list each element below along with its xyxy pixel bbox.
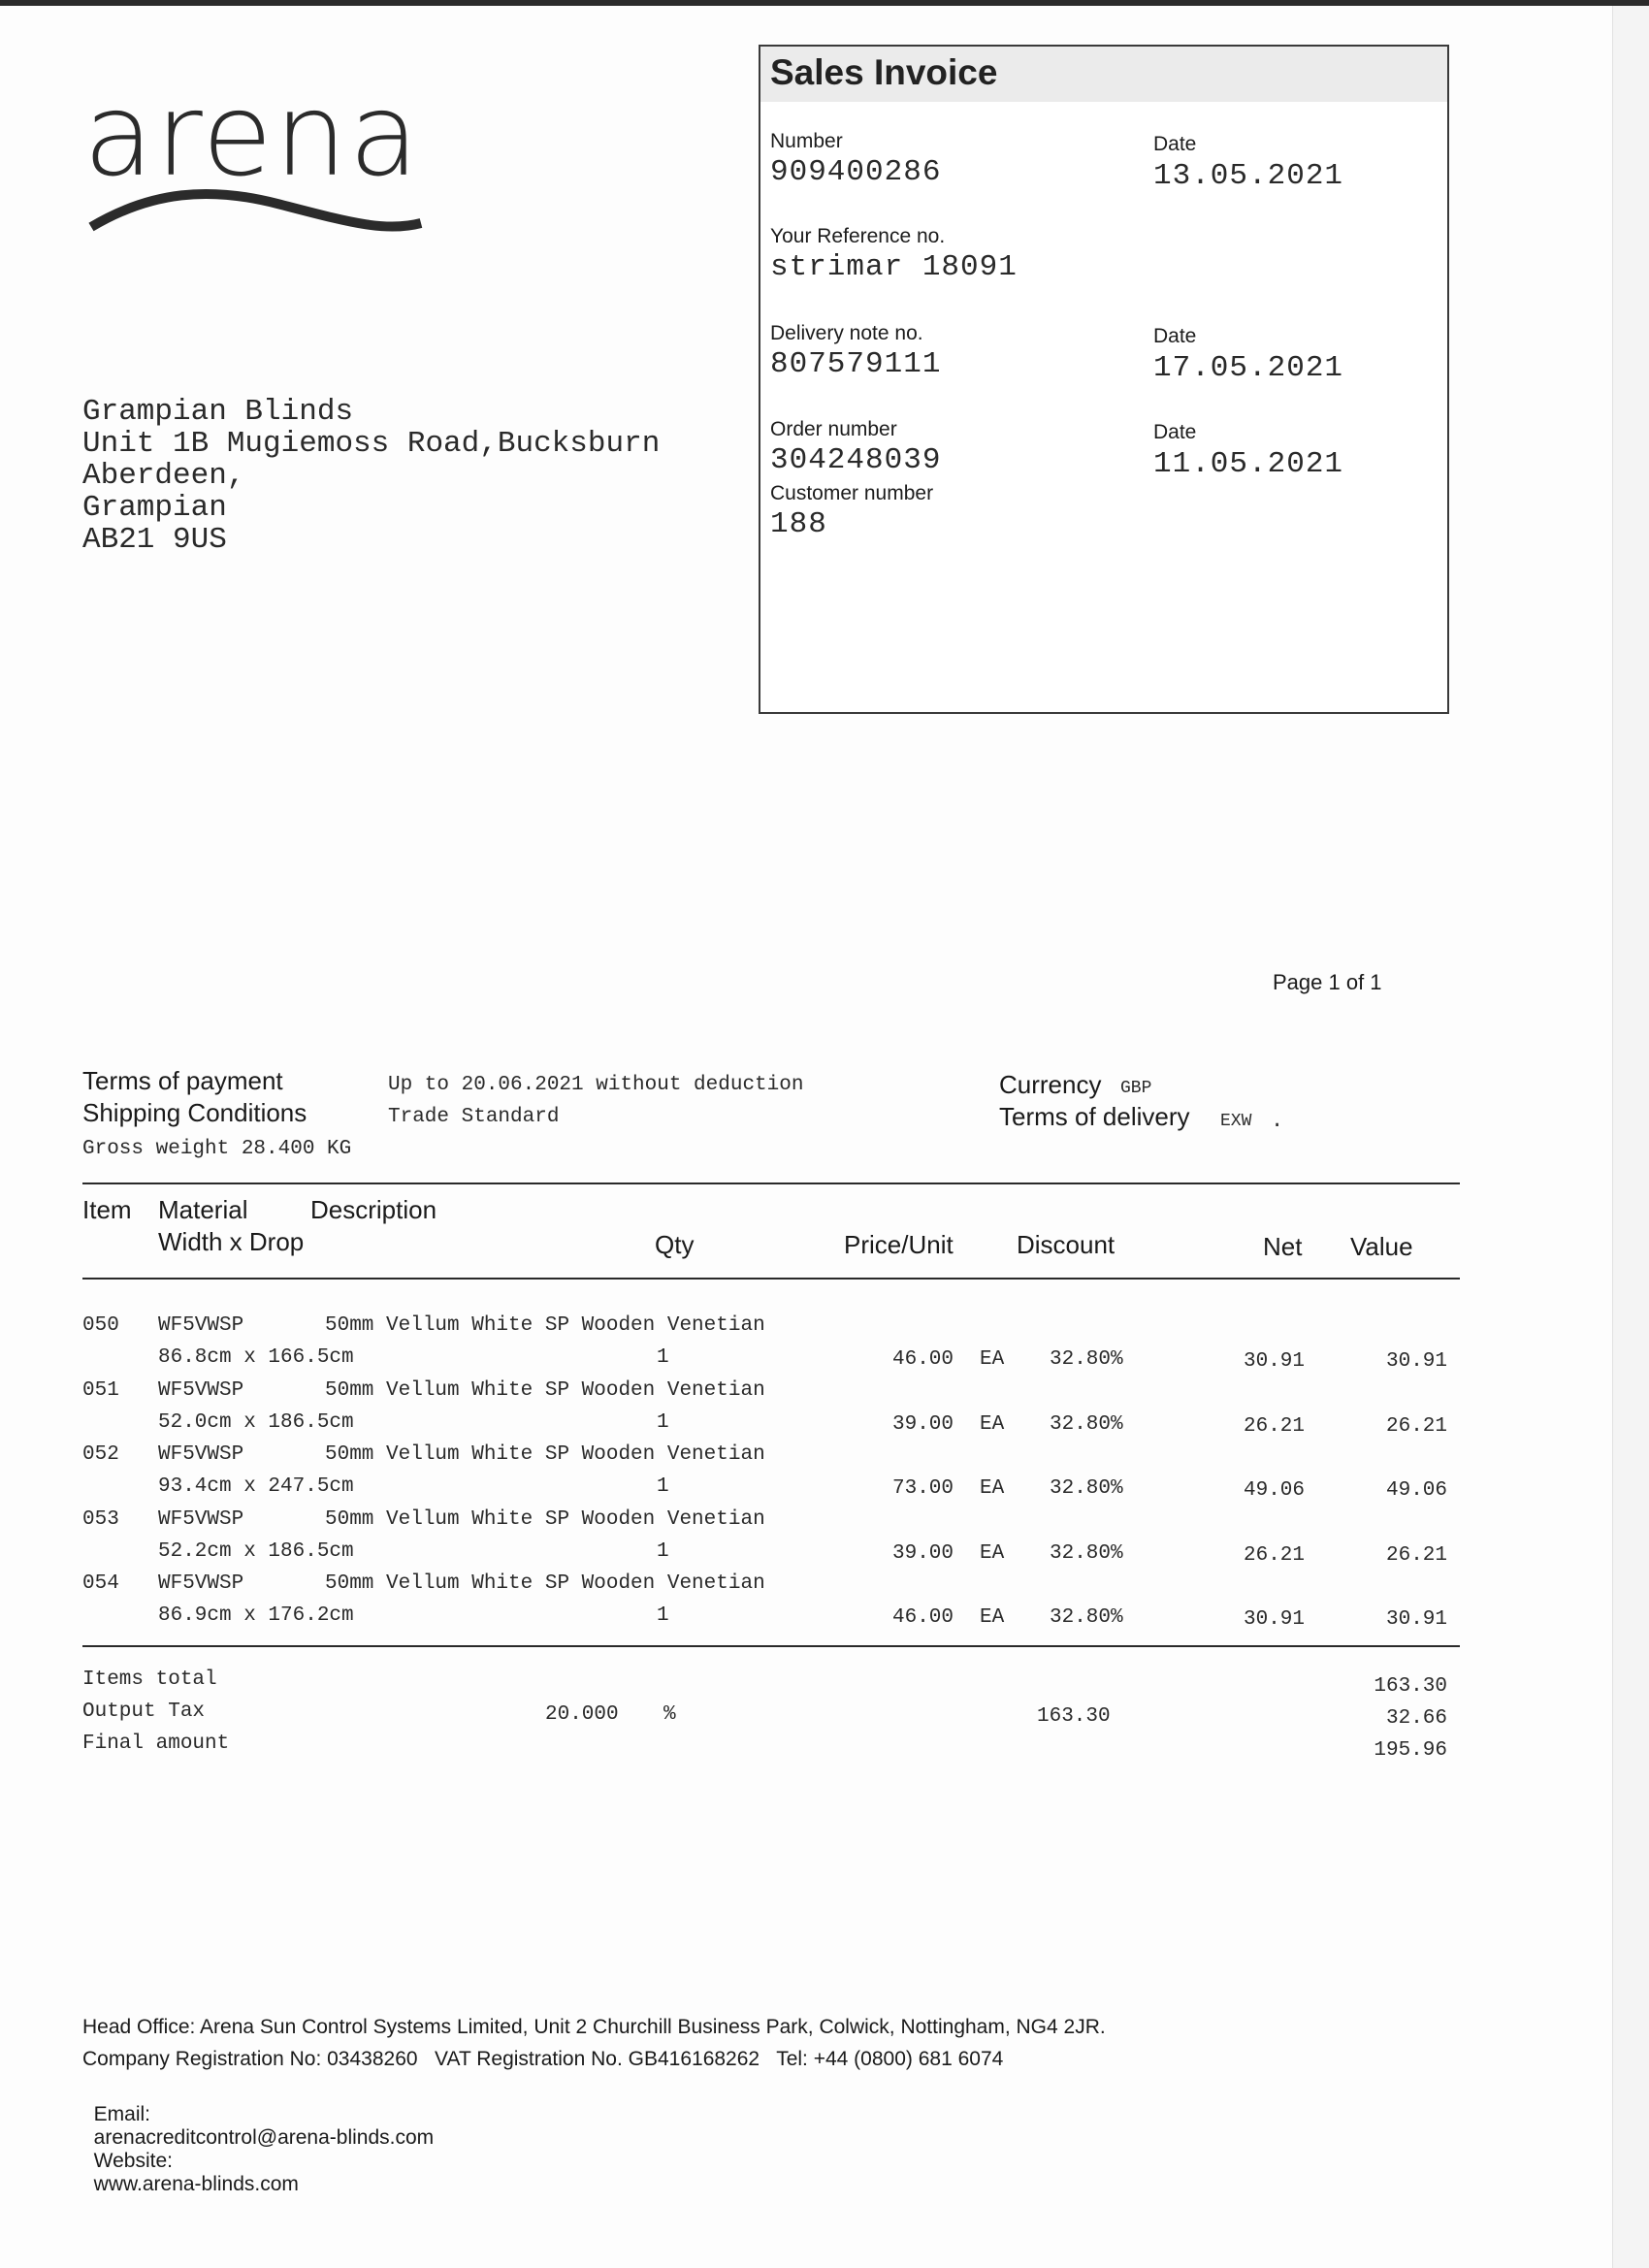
invoice-number: 909400286 <box>770 155 942 189</box>
logo-wordmark: arena <box>83 68 421 202</box>
invoice-date-label: Date <box>1153 133 1197 155</box>
address-line: AB21 9US <box>82 523 227 557</box>
table-header-rule <box>82 1278 1460 1280</box>
delivery-terms-label: Terms of delivery <box>999 1102 1190 1131</box>
payment-terms-label: Terms of payment <box>82 1066 283 1095</box>
shipping-conditions-label: Shipping Conditions <box>82 1098 307 1127</box>
cell-item: 054 <box>82 1572 119 1595</box>
col-header-discount: Discount <box>1017 1230 1116 1259</box>
cell-material: WF5VWSP <box>158 1507 244 1531</box>
cell-size: 52.0cm x 186.5cm <box>158 1410 354 1434</box>
cell-net: 26.21 <box>1243 1543 1305 1567</box>
cell-price: 46.00 <box>891 1348 954 1371</box>
cell-net: 26.21 <box>1243 1414 1305 1438</box>
cell-discount: 32.80% <box>1050 1412 1123 1436</box>
delivery-note-number: 807579111 <box>770 347 942 381</box>
col-header-value: Value <box>1350 1232 1413 1261</box>
shipping-conditions-value: Trade Standard <box>388 1106 560 1128</box>
col-header-description: Description <box>310 1195 437 1224</box>
address-line: Unit 1B Mugiemoss Road,Bucksburn <box>82 427 661 461</box>
recipient-address <box>82 396 660 556</box>
invoice-date: 13.05.2021 <box>1153 159 1344 193</box>
cell-qty: 1 <box>657 1539 669 1563</box>
gross-weight: Gross weight 28.400 KG <box>82 1138 352 1160</box>
table-top-rule <box>82 1183 1460 1184</box>
invoice-title: Sales Invoice <box>770 52 998 92</box>
address-line: Grampian <box>82 491 227 525</box>
cell-value: 49.06 <box>1385 1479 1447 1502</box>
cell-material: WF5VWSP <box>158 1443 244 1466</box>
cell-price: 46.00 <box>891 1606 954 1629</box>
cell-unit: EA <box>980 1477 1005 1500</box>
cell-unit: EA <box>980 1541 1005 1565</box>
currency-label: Currency <box>999 1070 1102 1099</box>
cell-material: WF5VWSP <box>158 1378 244 1402</box>
cell-size: 93.4cm x 247.5cm <box>158 1475 354 1498</box>
delivery-terms-value: EXW <box>1220 1112 1252 1131</box>
cell-qty: 1 <box>657 1410 669 1434</box>
cell-price: 39.00 <box>891 1412 954 1436</box>
cell-discount: 32.80% <box>1050 1541 1123 1565</box>
cell-discount: 32.80% <box>1050 1348 1123 1371</box>
col-header-price-unit: Price/Unit <box>844 1230 954 1259</box>
scan-edge-top <box>0 0 1649 6</box>
cell-item: 050 <box>82 1314 119 1337</box>
wave-swoosh-icon <box>83 89 433 244</box>
order-date-label: Date <box>1153 421 1197 443</box>
col-header-width-drop: Width x Drop <box>158 1227 305 1256</box>
email-link[interactable]: arenacreditcontrol@arena-blinds.com <box>93 2126 435 2149</box>
address-line: Grampian Blinds <box>82 395 354 429</box>
website-link[interactable]: www.arena-blinds.com <box>93 2173 299 2195</box>
output-tax-label: Output Tax <box>82 1701 206 1723</box>
col-header-net: Net <box>1263 1232 1303 1261</box>
cell-discount: 32.80% <box>1050 1477 1123 1500</box>
cell-net: 49.06 <box>1243 1479 1305 1502</box>
cell-description: 50mm Vellum White SP Wooden Venetian <box>325 1443 765 1466</box>
currency-value: GBP <box>1120 1079 1152 1098</box>
cell-item: 053 <box>82 1507 119 1531</box>
cell-value: 30.91 <box>1385 1350 1447 1373</box>
cell-size: 52.2cm x 186.5cm <box>158 1539 354 1563</box>
cell-qty: 1 <box>657 1604 669 1627</box>
cell-unit: EA <box>980 1606 1005 1629</box>
final-amount-label: Final amount <box>82 1733 230 1755</box>
cell-net: 30.91 <box>1243 1350 1305 1373</box>
cell-item: 051 <box>82 1378 119 1402</box>
col-header-material: Material <box>158 1195 248 1224</box>
final-amount-value: 195.96 <box>1374 1739 1447 1762</box>
cell-size: 86.9cm x 176.2cm <box>158 1604 354 1627</box>
payment-terms-value: Up to 20.06.2021 without deduction <box>388 1074 804 1096</box>
delivery-date: 17.05.2021 <box>1153 351 1344 385</box>
email-label: Email: <box>93 2103 151 2125</box>
order-date: 11.05.2021 <box>1153 447 1344 481</box>
cell-price: 39.00 <box>891 1541 954 1565</box>
footer-registration: Company Registration No: 03438260 VAT Registration No. GB416168262 Tel: +44 (0800) 681 6074 <box>82 2048 1004 2070</box>
cell-qty: 1 <box>657 1346 669 1369</box>
cell-description: 50mm Vellum White SP Wooden Venetian <box>325 1572 765 1595</box>
footer-head-office: Head Office: Arena Sun Control Systems Limited, Unit 2 Churchill Business Park, Colwick, Nottingham, NG4 2JR. <box>82 2016 1106 2038</box>
cell-qty: 1 <box>657 1475 669 1498</box>
reference-value: strimar 18091 <box>770 250 1018 284</box>
cell-value: 26.21 <box>1385 1543 1447 1567</box>
page-indicator: Page 1 of 1 <box>1273 970 1382 994</box>
cell-unit: EA <box>980 1412 1005 1436</box>
tax-base: 163.30 <box>1037 1705 1111 1728</box>
tax-rate-unit: % <box>663 1703 676 1726</box>
reference-label: Your Reference no. <box>770 225 946 247</box>
scan-edge-right <box>1612 6 1649 2268</box>
tax-amount: 32.66 <box>1385 1707 1447 1730</box>
order-number: 304248039 <box>770 443 942 477</box>
cell-value: 30.91 <box>1385 1608 1447 1631</box>
cell-size: 86.8cm x 166.5cm <box>158 1346 354 1369</box>
footer-contact <box>82 2080 457 2196</box>
cell-value: 26.21 <box>1385 1414 1447 1438</box>
cell-description: 50mm Vellum White SP Wooden Venetian <box>325 1378 765 1402</box>
arena-logo <box>83 68 433 244</box>
customer-number-label: Customer number <box>770 482 934 504</box>
website-label: Website: <box>93 2150 173 2172</box>
cell-material: WF5VWSP <box>158 1572 244 1595</box>
items-total-value: 163.30 <box>1374 1675 1447 1698</box>
cell-description: 50mm Vellum White SP Wooden Venetian <box>325 1507 765 1531</box>
invoice-info-box <box>759 45 1449 714</box>
delivery-note-label: Delivery note no. <box>770 322 923 344</box>
cell-unit: EA <box>980 1348 1005 1371</box>
cell-description: 50mm Vellum White SP Wooden Venetian <box>325 1314 765 1337</box>
cell-price: 73.00 <box>891 1477 954 1500</box>
tax-rate: 20.000 <box>545 1703 619 1726</box>
cell-item: 052 <box>82 1443 119 1466</box>
cell-discount: 32.80% <box>1050 1606 1123 1629</box>
order-number-label: Order number <box>770 418 897 440</box>
cell-material: WF5VWSP <box>158 1314 244 1337</box>
cell-net: 30.91 <box>1243 1608 1305 1631</box>
col-header-item: Item <box>82 1195 132 1224</box>
table-bottom-rule <box>82 1645 1460 1647</box>
delivery-terms-suffix: . <box>1271 1109 1284 1133</box>
invoice-header-band <box>760 47 1447 102</box>
number-label: Number <box>770 130 843 152</box>
delivery-date-label: Date <box>1153 325 1197 347</box>
address-line: Aberdeen, <box>82 459 245 493</box>
items-total-label: Items total <box>82 1669 217 1691</box>
customer-number: 188 <box>770 507 827 541</box>
col-header-qty: Qty <box>655 1230 695 1259</box>
